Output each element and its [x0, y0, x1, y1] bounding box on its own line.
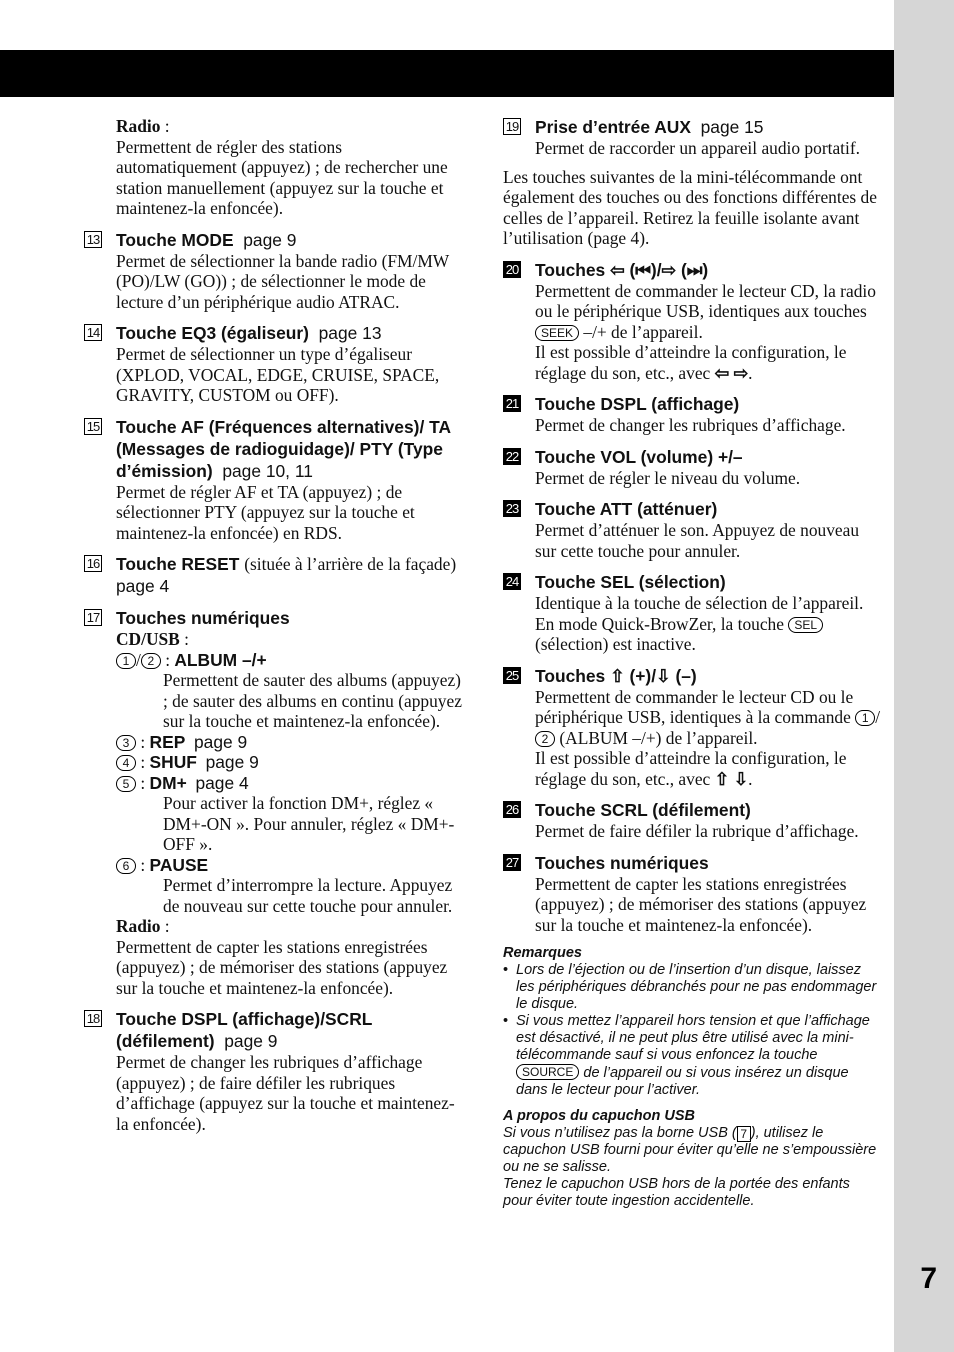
- page-number: 7: [920, 1262, 937, 1295]
- entry-27: [503, 852, 881, 936]
- page-ref: page 9: [194, 731, 248, 752]
- album-text: Permettent de sauter des albums (appuyez) ; de sauter des albums en continu (appuyez sur la touche et maintenez-la enfoncée).: [163, 670, 462, 731]
- entry-title: Prise d’entrée AUX: [535, 117, 691, 137]
- shuf-label: SHUF: [149, 752, 197, 772]
- sel-key: SEL: [788, 617, 823, 633]
- radio-label: Radio: [116, 116, 161, 136]
- page-ref: page 4: [116, 576, 170, 596]
- key-1: 1: [116, 653, 136, 669]
- entry-title: Touche RESET: [116, 554, 240, 574]
- item-number: 19: [503, 118, 521, 135]
- page-ref: page 4: [195, 772, 249, 793]
- prev-track-icon: ⏮: [635, 259, 651, 280]
- shuf-row: 4 : SHUF page 9: [116, 752, 462, 773]
- rep-label: REP: [149, 731, 186, 752]
- entry-26: [503, 799, 881, 842]
- left-column: [84, 116, 462, 1134]
- arrow-down-icon: ⇩: [656, 665, 671, 686]
- radio-block: Radio : Permettent de régler des stations automatiquement (appuyez) ; de rechercher une station manuellement (appuyez sur la touche et maintenez-la enfoncée).: [116, 116, 448, 218]
- item-number: 23: [503, 500, 521, 517]
- source-key: SOURCE: [516, 1064, 579, 1080]
- entry-title: Touche ATT (atténuer): [535, 499, 718, 519]
- entry-title: Touche DSPL (affichage): [535, 394, 740, 414]
- notes-title: Remarques: [503, 945, 582, 961]
- entry-21: [503, 393, 881, 436]
- key-2: 2: [141, 653, 161, 669]
- radio-label: Radio: [116, 916, 161, 936]
- radio-text: Permettent de capter les stations enregistrées (appuyez) ; de mémoriser des stations (appuyez sur la touche et maintenez-la enfoncée).: [116, 936, 448, 998]
- entry-text: Permet de régler le niveau du volume.: [535, 467, 801, 488]
- item-number: 25: [503, 667, 521, 684]
- key-2: 2: [535, 731, 555, 747]
- entry-13: [84, 229, 462, 313]
- entry-title: Touche SCRL (défilement): [535, 800, 751, 820]
- key-6: 6: [116, 858, 136, 874]
- entry-title: Touches numériques: [116, 608, 290, 628]
- page-ref: page 9: [243, 229, 297, 250]
- arrow-down-icon: ⇩: [733, 768, 749, 789]
- page-ref: page 13: [318, 323, 382, 343]
- entry-text: Permettent de capter les stations enregistrées (appuyez) ; de mémoriser des stations (appuyez sur la touche et maintenez-la enfoncée).: [535, 873, 867, 935]
- entry-22: [503, 446, 881, 489]
- entry-23: [503, 498, 881, 561]
- page-ref: page 9: [224, 1031, 278, 1051]
- usb-cap-text: Si vous n’utilisez pas la borne USB ( 7 ), utilisez le capuchon USB fourni pour éviter qu’elle ne s’empoussière ou ne se salisse. Tenez le capuchon USB hors de la portée des enfants pour éviter toute ingestion accidentelle.: [503, 1125, 877, 1209]
- album-label: ALBUM –/+: [174, 649, 267, 670]
- entry-title: Touche AF (Fréquences alternatives)/ TA (Messages de radioguidage)/ PTY (Type d’émission): [116, 416, 451, 481]
- item-number: 18: [84, 1010, 102, 1027]
- next-track-icon: ⏭: [686, 259, 703, 280]
- dm-label: DM+: [149, 772, 187, 793]
- item-number: 14: [84, 324, 102, 341]
- dm-row: 5 : DM+ page 4: [116, 773, 462, 794]
- key-1: 1: [855, 710, 875, 726]
- header-bar: [0, 50, 894, 97]
- entry-text: Permet d’atténuer le son. Appuyez de nouveau sur cette touche pour annuler.: [535, 520, 860, 561]
- entry-24: 24 Touche SEL (sélection) Identique à la touche de sélection de l’appareil. En mode Quick-BrowZer, la touche SEL (sélection) est inactive.: [503, 571, 881, 655]
- remote-intro: Les touches suivantes de la mini-télécommande ont également des touches ou des fonctions différentes de celles de l’appareil. Retirez la feuille isolante avant l’utilisation (page 4).: [503, 166, 877, 248]
- entry-18: [84, 1008, 462, 1134]
- entry-title: Touches numériques: [535, 852, 709, 873]
- arrow-right-icon: ⇨: [661, 259, 677, 280]
- album-row: 1 / 2 : ALBUM –/+: [116, 650, 462, 671]
- item-number: 22: [503, 448, 521, 465]
- entry-note: (située à l’arrière de la façade): [244, 554, 457, 574]
- entry-title: Touche SEL (sélection): [535, 572, 726, 592]
- note-1: • Lors de l’éjection ou de l’insertion d’un disque, laissez les périphériques débranchés pour ne pas endommager le disque.: [503, 962, 881, 1013]
- note-2: • Si vous mettez l’appareil hors tension et que l’affichage est désactivé, il ne peut plus être utilisé avec la mini-télécommande sauf si vous enfoncez la touche SOURCE de l’appareil ou si vous insérez un disque dans le lecteur pour l’activer.: [503, 1013, 881, 1099]
- item-number: 26: [503, 801, 521, 818]
- entry-19: [503, 116, 881, 159]
- entry-text: Permet de changer les rubriques d’affichage (appuyez) ; de faire défiler les rubriques d’affichage (appuyez sur la touche et maintenez-la enfoncée).: [116, 1052, 455, 1134]
- entry-15: [84, 416, 462, 544]
- page-side-tab: [894, 0, 954, 1352]
- dm-text: Pour activer la fonction DM+, réglez « DM+-ON ». Pour annuler, réglez « DM+-OFF ».: [163, 793, 455, 854]
- page-ref: page 9: [205, 752, 259, 772]
- entry-text: Permet de régler AF et TA (appuyez) ; de sélectionner PTY (appuyez sur la touche et maintenez-la enfoncée) en RDS.: [116, 481, 415, 543]
- arrow-up-icon: ⇧: [610, 665, 625, 686]
- right-column: [503, 116, 881, 1210]
- usb-cap-title: A propos du capuchon USB: [503, 1108, 695, 1124]
- radio-text: Permettent de régler des stations automatiquement (appuyez) ; de rechercher une station manuellement (appuyez sur la touche et maintenez-la enfoncée).: [116, 136, 448, 218]
- pause-label: PAUSE: [149, 854, 209, 875]
- item-number: 16: [84, 555, 102, 572]
- pause-row: 6 : PAUSE: [116, 855, 462, 876]
- entry-text: Permet de faire défiler la rubrique d’affichage.: [535, 821, 859, 841]
- key-5: 5: [116, 776, 136, 792]
- arrow-left-icon: ⇦: [714, 362, 730, 383]
- usb-port-number: 7: [737, 1126, 751, 1142]
- arrow-left-icon: ⇦: [610, 259, 625, 280]
- item-number: 20: [503, 261, 521, 278]
- arrow-right-icon: ⇨: [733, 362, 749, 383]
- entry-25: 25 Touches ⇧ (+)/⇩ (–) Permettent de commander le lecteur CD ou le périphérique USB, identiques à la commande 1 /2 (ALBUM –/+) de l’appareil. Il est possible d’atteindre la configuration, le réglage du son, etc., avec ⇧ ⇩.: [503, 665, 881, 790]
- pause-text: Permet d’interrompre la lecture. Appuyez de nouveau sur cette touche pour annuler.: [163, 875, 453, 916]
- cd-usb-label: CD/USB: [116, 629, 180, 649]
- entry-title: Touche DSPL (affichage)/SCRL (défilement): [116, 1009, 373, 1051]
- item-number: 21: [503, 395, 521, 412]
- entry-16: [84, 553, 462, 597]
- notes: [503, 945, 881, 1210]
- page-ref: page 15: [700, 117, 764, 137]
- item-number: 15: [84, 418, 102, 435]
- entry-text: Permet de sélectionner un type d’égaliseur (XPLOD, VOCAL, EDGE, CRUISE, SPACE, GRAVITY, CUSTOM ou OFF).: [116, 344, 440, 405]
- rep-row: 3 : REP page 9: [116, 732, 462, 753]
- key-3: 3: [116, 735, 136, 751]
- entry-text: Permet de raccorder un appareil audio portatif.: [535, 138, 860, 158]
- entry-text: Permet de changer les rubriques d’affichage.: [535, 415, 846, 435]
- item-number: 24: [503, 573, 521, 590]
- entry-text: Permet de sélectionner la bande radio (FM/MW (PO)/LW (GO)) ; de sélectionner le mode de lecture d’un périphérique audio ATRAC.: [116, 250, 449, 312]
- entry-title: Touche VOL (volume) +/–: [535, 446, 743, 467]
- item-number: 13: [84, 231, 102, 248]
- page-ref: page 10, 11: [222, 460, 313, 481]
- item-number: 17: [84, 609, 102, 626]
- entry-title: Touche MODE: [116, 229, 234, 250]
- item-number: 27: [503, 854, 521, 871]
- entry-20: 20 Touches ⇦ (⏮)/⇨ (⏭) Permettent de commander le lecteur CD, la radio ou le périphérique USB, identiques aux touches SEEK –/+ de l’appareil. Il est possible d’atteindre la configuration, le réglage du son, etc., avec ⇦ ⇨.: [503, 259, 881, 384]
- key-4: 4: [116, 755, 136, 771]
- arrow-up-icon: ⇧: [714, 768, 730, 789]
- seek-key: SEEK: [535, 325, 579, 341]
- entry-14: [84, 322, 462, 406]
- entry-17: 17 Touches numériques CD/USB : 1 / 2 : ALBUM –/+ Permettent de sauter des albums (appuyez) ; de sauter des albums en continu (appuyez sur la touche et maintenez-la enfoncée). 3 : REP page 9 4 : SHUF page 9 5 : DM+ page 4 Pour activer la fonction DM+, réglez « DM+-ON ». Pour annuler, réglez « DM+-OFF ». 6 : PAUSE Permet d’interrompre la lecture. Appuyez de nouveau sur cette touche pour annuler. Radio : Permettent de capter les stations enregistrées (appuyez) ; de mémoriser des stations (appuyez sur la touche et maintenez-la enfoncée).: [84, 607, 462, 998]
- entry-title: Touche EQ3 (égaliseur): [116, 323, 309, 343]
